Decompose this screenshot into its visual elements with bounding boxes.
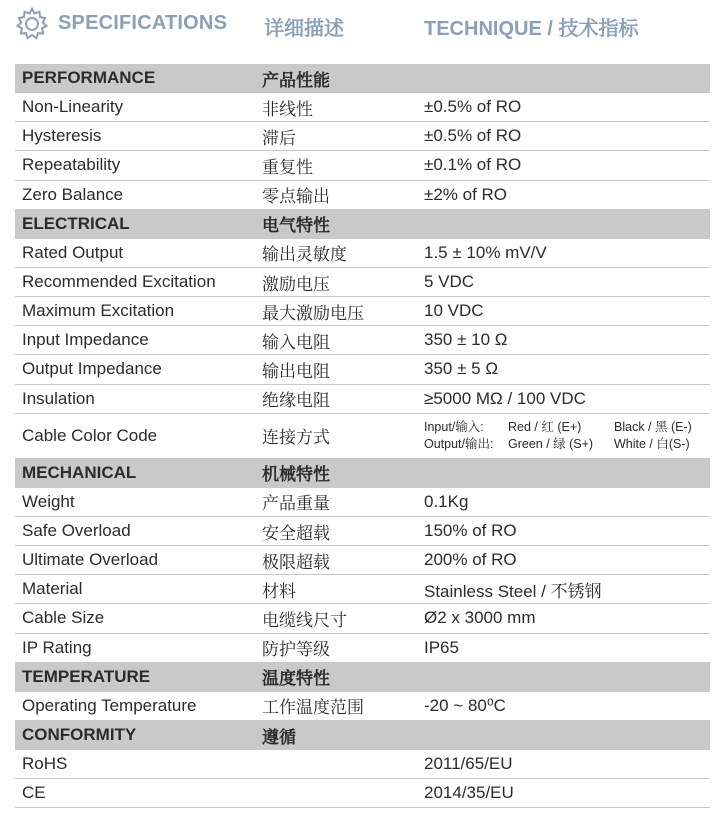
table-row (15, 488, 710, 517)
spec-label: Rated Output (22, 242, 124, 262)
section-title: MECHANICAL (22, 462, 137, 482)
table-row (15, 517, 710, 546)
spec-label: Safe Overload (22, 521, 131, 541)
spec-label: Maximum Excitation (22, 301, 175, 321)
table-row (15, 122, 710, 151)
table-row (15, 181, 710, 210)
title-cn: 详细描述 (264, 18, 344, 40)
spec-label: RoHS (22, 754, 68, 774)
spec-label: Operating Temperature (22, 695, 197, 715)
spec-value: ±0.5% of RO (424, 126, 522, 146)
gear-icon (15, 7, 49, 41)
spec-value: 200% of RO (424, 550, 517, 570)
cable-output-negative: White / 白(S-) (614, 436, 690, 451)
section-performance (15, 64, 710, 93)
section-mechanical (15, 459, 710, 488)
spec-value: -20 ~ 80⁰C (424, 695, 506, 715)
spec-label-cn: 防护等级 (262, 640, 330, 660)
section-title: PERFORMANCE (22, 68, 156, 88)
spec-label-cn: 极限超载 (262, 552, 330, 572)
spec-label-cn: 输出电阻 (262, 361, 330, 381)
spec-label: Ultimate Overload (22, 550, 159, 570)
spec-value: 10 VDC (424, 301, 484, 321)
table-row (15, 385, 710, 414)
section-temperature (15, 663, 710, 692)
table-row (15, 355, 710, 384)
table-row (15, 326, 710, 355)
spec-label: Non-Linearity (22, 97, 124, 117)
title-en: SPECIFICATIONS (58, 12, 228, 34)
spec-value: ±0.5% of RO (424, 97, 522, 117)
spec-label-cn: 绝缘电阻 (262, 391, 330, 411)
spec-label: Material (22, 579, 83, 599)
section-title-cn: 机械特性 (262, 465, 330, 485)
cable-input-negative: Black / 黑 (E-) (614, 419, 692, 434)
spec-table (15, 64, 710, 808)
spec-label-cn: 安全超载 (262, 523, 330, 543)
section-title-cn: 电气特性 (262, 216, 330, 236)
spec-label-cn: 电缆线尺寸 (262, 610, 347, 630)
spec-value: Ø2 x 3000 mm (424, 608, 536, 628)
spec-value: 1.5 ± 10% mV/V (424, 242, 547, 262)
cable-color-code (424, 419, 710, 453)
spec-label: IP Rating (22, 637, 92, 657)
spec-label: Cable Color Code (22, 425, 158, 445)
table-row (15, 604, 710, 633)
spec-label-cn: 零点输出 (262, 187, 330, 207)
spec-label: Repeatability (22, 155, 121, 175)
spec-label-cn: 输入电阻 (262, 332, 330, 352)
section-title: TEMPERATURE (22, 666, 151, 686)
spec-value: 150% of RO (424, 521, 517, 541)
spec-value: IP65 (424, 637, 459, 657)
spec-label-cn: 非线性 (262, 99, 313, 119)
section-title-cn: 遵循 (262, 727, 296, 747)
table-row-cable (15, 414, 710, 459)
spec-value: ±2% of RO (424, 184, 508, 204)
spec-value: 350 ± 10 Ω (424, 330, 508, 350)
spec-value: ±0.1% of RO (424, 155, 522, 175)
table-row (15, 692, 710, 721)
spec-value: ≥5000 MΩ / 100 VDC (424, 388, 586, 408)
cable-output-positive: Green / 绿 (S+) (508, 436, 594, 451)
spec-value: 2011/65/EU (424, 754, 513, 774)
spec-label-cn: 滞后 (262, 128, 296, 148)
cable-input-positive: Red / 红 (E+) (508, 419, 582, 434)
table-row (15, 93, 710, 122)
header (0, 0, 725, 48)
section-electrical (15, 210, 710, 239)
spec-label: Hysteresis (22, 126, 102, 146)
section-title: ELECTRICAL (22, 213, 130, 233)
cable-input-label: Input/输入: (424, 419, 484, 434)
spec-value: 0.1Kg (424, 491, 469, 511)
spec-label: Output Impedance (22, 359, 162, 379)
spec-label-cn: 最大激励电压 (262, 303, 364, 323)
table-row (15, 239, 710, 268)
spec-value: Stainless Steel / 不锈钢 (424, 581, 602, 601)
cable-output-label: Output/输出: (424, 436, 494, 451)
section-title: CONFORMITY (22, 725, 137, 745)
spec-label: Insulation (22, 388, 95, 408)
spec-label-cn: 输出灵敏度 (262, 245, 347, 265)
spec-label-cn: 重复性 (262, 157, 313, 177)
table-row (15, 297, 710, 326)
table-row (15, 750, 710, 779)
spec-label: Zero Balance (22, 184, 124, 204)
table-row (15, 151, 710, 180)
spec-label: CE (22, 783, 46, 803)
table-row (15, 634, 710, 663)
spec-value: 5 VDC (424, 272, 475, 292)
section-title-cn: 产品性能 (262, 70, 330, 90)
spec-value: 2014/35/EU (424, 783, 514, 803)
title-technique: TECHNIQUE / 技术指标 (424, 18, 639, 40)
table-row (15, 575, 710, 604)
section-title-cn: 温度特性 (262, 669, 330, 689)
spec-label: Input Impedance (22, 330, 149, 350)
table-row (15, 779, 710, 808)
spec-label-cn: 产品重量 (262, 494, 330, 514)
spec-label: Cable Size (22, 608, 105, 628)
section-conformity (15, 721, 710, 750)
table-row (15, 546, 710, 575)
spec-label-cn: 连接方式 (262, 428, 330, 448)
spec-label-cn: 材料 (262, 581, 296, 601)
spec-label-cn: 工作温度范围 (262, 698, 364, 718)
spec-label-cn: 激励电压 (262, 274, 330, 294)
table-row (15, 268, 710, 297)
spec-label: Weight (22, 491, 75, 511)
spec-label: Recommended Excitation (22, 272, 216, 292)
spec-value: 350 ± 5 Ω (424, 359, 499, 379)
